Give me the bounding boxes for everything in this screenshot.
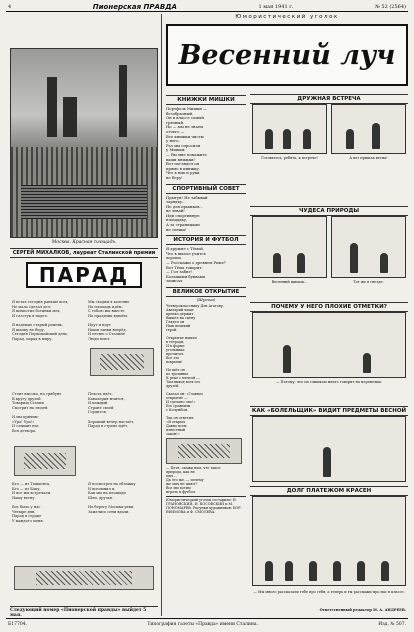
story-text-sport: Прыгун! Не забывай зарядку... Но для прыжков... не зевай! Иди спортивную площадку, А за страницами не спеши! [166,194,208,232]
panel-meeting-1 [252,104,327,154]
strip-title-grades: ПОЧЕМУ У НЕГО ПЛОХИЕ ОТМЕТКИ? [250,302,408,312]
story-text-books: Портфель Мишки — безобразный, Он в классе самый грязный. Но — мы не знаем отчего — Все книжки чисты у него. Раз мы спросили у Мишки: — Вы мне покажите ваши книжки! Вот поглядел он прямо в книжку, Что в них и руки не беру! [166,106,207,180]
verse-block-6: Я посмотрел на обложку И вспомнил я, Как мы на площади Шли, друзья. На берегу Москвы-реки Зажглись огни вдали. [88,482,136,514]
cartoon-caption-football: — Петя, скажи нам, что такое природа, как не мяч ... Да это же, — почему же мяч не шьют? Все мы хотим играть в футбол. [166,466,221,494]
strip-title-meeting: ДРУЖНАЯ ВСТРЕЧА [250,94,408,104]
red-square-photo [10,48,158,238]
story-title-football: ИСТОРИЯ И ФУТБОЛ [166,235,246,245]
panel-debt [252,496,406,586]
caption-nature-1: Весенний шишок... [271,280,308,284]
strip-title-nature: ЧУДЕСА ПРИРОДЫ [250,206,408,216]
imprint-code: Б17704. [8,622,28,627]
next-issue-note: Следующий номер «Пионерской правды» выйдет 5 мая. [10,606,158,618]
cavalry-illustration [14,446,76,476]
verse-block-4: Пехота идёт, Кавалерия мчится, И каждый Стране своей Гордится. Хороший вечер настаёт, Парад в стране идёт. [88,392,135,429]
panel-grades [252,312,406,378]
caption-nature-2: Тот же в гнезде. [353,280,384,284]
editor-credit: Ответственный редактор М. А. АНДРЕЕВ. [319,608,406,612]
story-text-football: Я дружил с Тёмой, Что в школе учится хорошо. — Расскажи о древнем Риме? Вот Тёма говорит: — Гол забит! Большими буквами записал. [166,246,226,284]
section-title: Весенний луч [178,39,396,71]
poem-title: ПАРАД [26,262,142,288]
verse-block-5: Кто — из Ташкента, Кто — из Баку, И все мы встречаем Нашу весну. Вот было у нас Четыре дня, Парад в сердце У каждого меня. [12,482,51,523]
caption-meeting-2: А вот пришла весна! [349,156,388,160]
issue-number: № 52 (2564) [375,3,406,10]
story-title-sport: СПОРТИВНЫЙ СОВЕТ [166,184,246,194]
strip-title-debt: ДОЛГ ПЛАТЕЖОМ КРАСЕН [250,486,408,496]
strip-title-fan: КАК «БОЛЕЛЬЩИК» ВИДИТ ПРЕДМЕТЫ ВЕСНОЙ [251,408,407,414]
panel-nature-1 [252,216,327,278]
section-title-box [166,24,408,86]
story-title-discovery: ВЕЛИКОЕ ОТКРЫТИЕ [166,287,246,297]
photo-caption: Москва. Красная площадь. [51,240,117,245]
caption-grades: — Потому, что он слишком много говорит на переменах. [275,380,383,384]
tanks-illustration [90,348,154,376]
masthead [6,2,408,12]
verse-block-1: Я встал сегодня раньше всех, Не мало сделал дел: Я вычистил ботинки мех, И галстук я надел. Я надеваю старый ремень, Я шапку не беру, Сегодня Первомайский день, Парад, парад в миру. [12,300,69,341]
page-number: 4 [8,3,12,10]
story-subtitle-discovery: (Шутка) [196,297,216,302]
panel-fan [252,416,406,482]
panel-nature-2 [331,216,406,278]
panel-meeting-2 [331,104,406,154]
caption-debt: — Мы много рассказали тебе про себя, а теперь и ты расскажи про нас в классе. [253,590,405,594]
verse-block-2: Мы сходим в колонне На площадь идём, С тобою мы вместе На праздник вдвоём. Идут и идут Наши танки вперёд, И песню о Сталине Люди поют. [88,300,130,341]
story-text-discovery: Четверокласснику Ден Агатову, Аватарий чаще крепко держит Вышел на сцену Глядел он Наш великий герой. Открытие нашли в тетради, И в форме угольника прочитал. Все это вскрыли! Но шёл он по тропинке К реке с мечтой — Там выход всех его друзей. Сказал он: «Главное открытие — И сделано оно!» Его сравнили с Колумбом. Так он ответил: «Я открыл Давно всем известный закон!» [166,304,224,436]
parade-illustration [14,566,154,590]
newspaper-name: Пионерская ПРАВДА [92,2,177,11]
imprint-printer: Типография газеты «Правда» имени Сталина. [147,622,258,627]
imprint-edition: Изд. № 507. [378,622,406,627]
section-credits: Юмористический уголок составили: Н. ГРАНОВСКИЙ, И. КОСОВСКИЙ и М. ПОНОМАРЕВ. Рисунки художников: БОР. ЕФИМОВА и Ф. СМОЛЕВА. [166,496,246,514]
verse-block-3: Стоит высоко, на трибуне В кругу друзей Товарищ Сталин Смотрит на людей. И мы кричим: «Ура! Ура!» И слышит нас Вся детвора. [12,392,62,433]
issue-date: 1 мая 1941 г. [258,3,294,10]
story-title-books: КНИЖКИ МИШКИ [166,95,246,105]
poem-byline: СЕРГЕЙ МИХАЛКОВ, лауреат Сталинской премии [10,248,158,258]
caption-meeting-1: Готовьтесь, ребята, к встрече! [261,156,318,160]
imprint-bar [6,618,408,630]
section-rubric: Юмористический уголок [235,14,339,20]
football-cartoon [166,438,242,464]
middle-column [166,92,246,612]
